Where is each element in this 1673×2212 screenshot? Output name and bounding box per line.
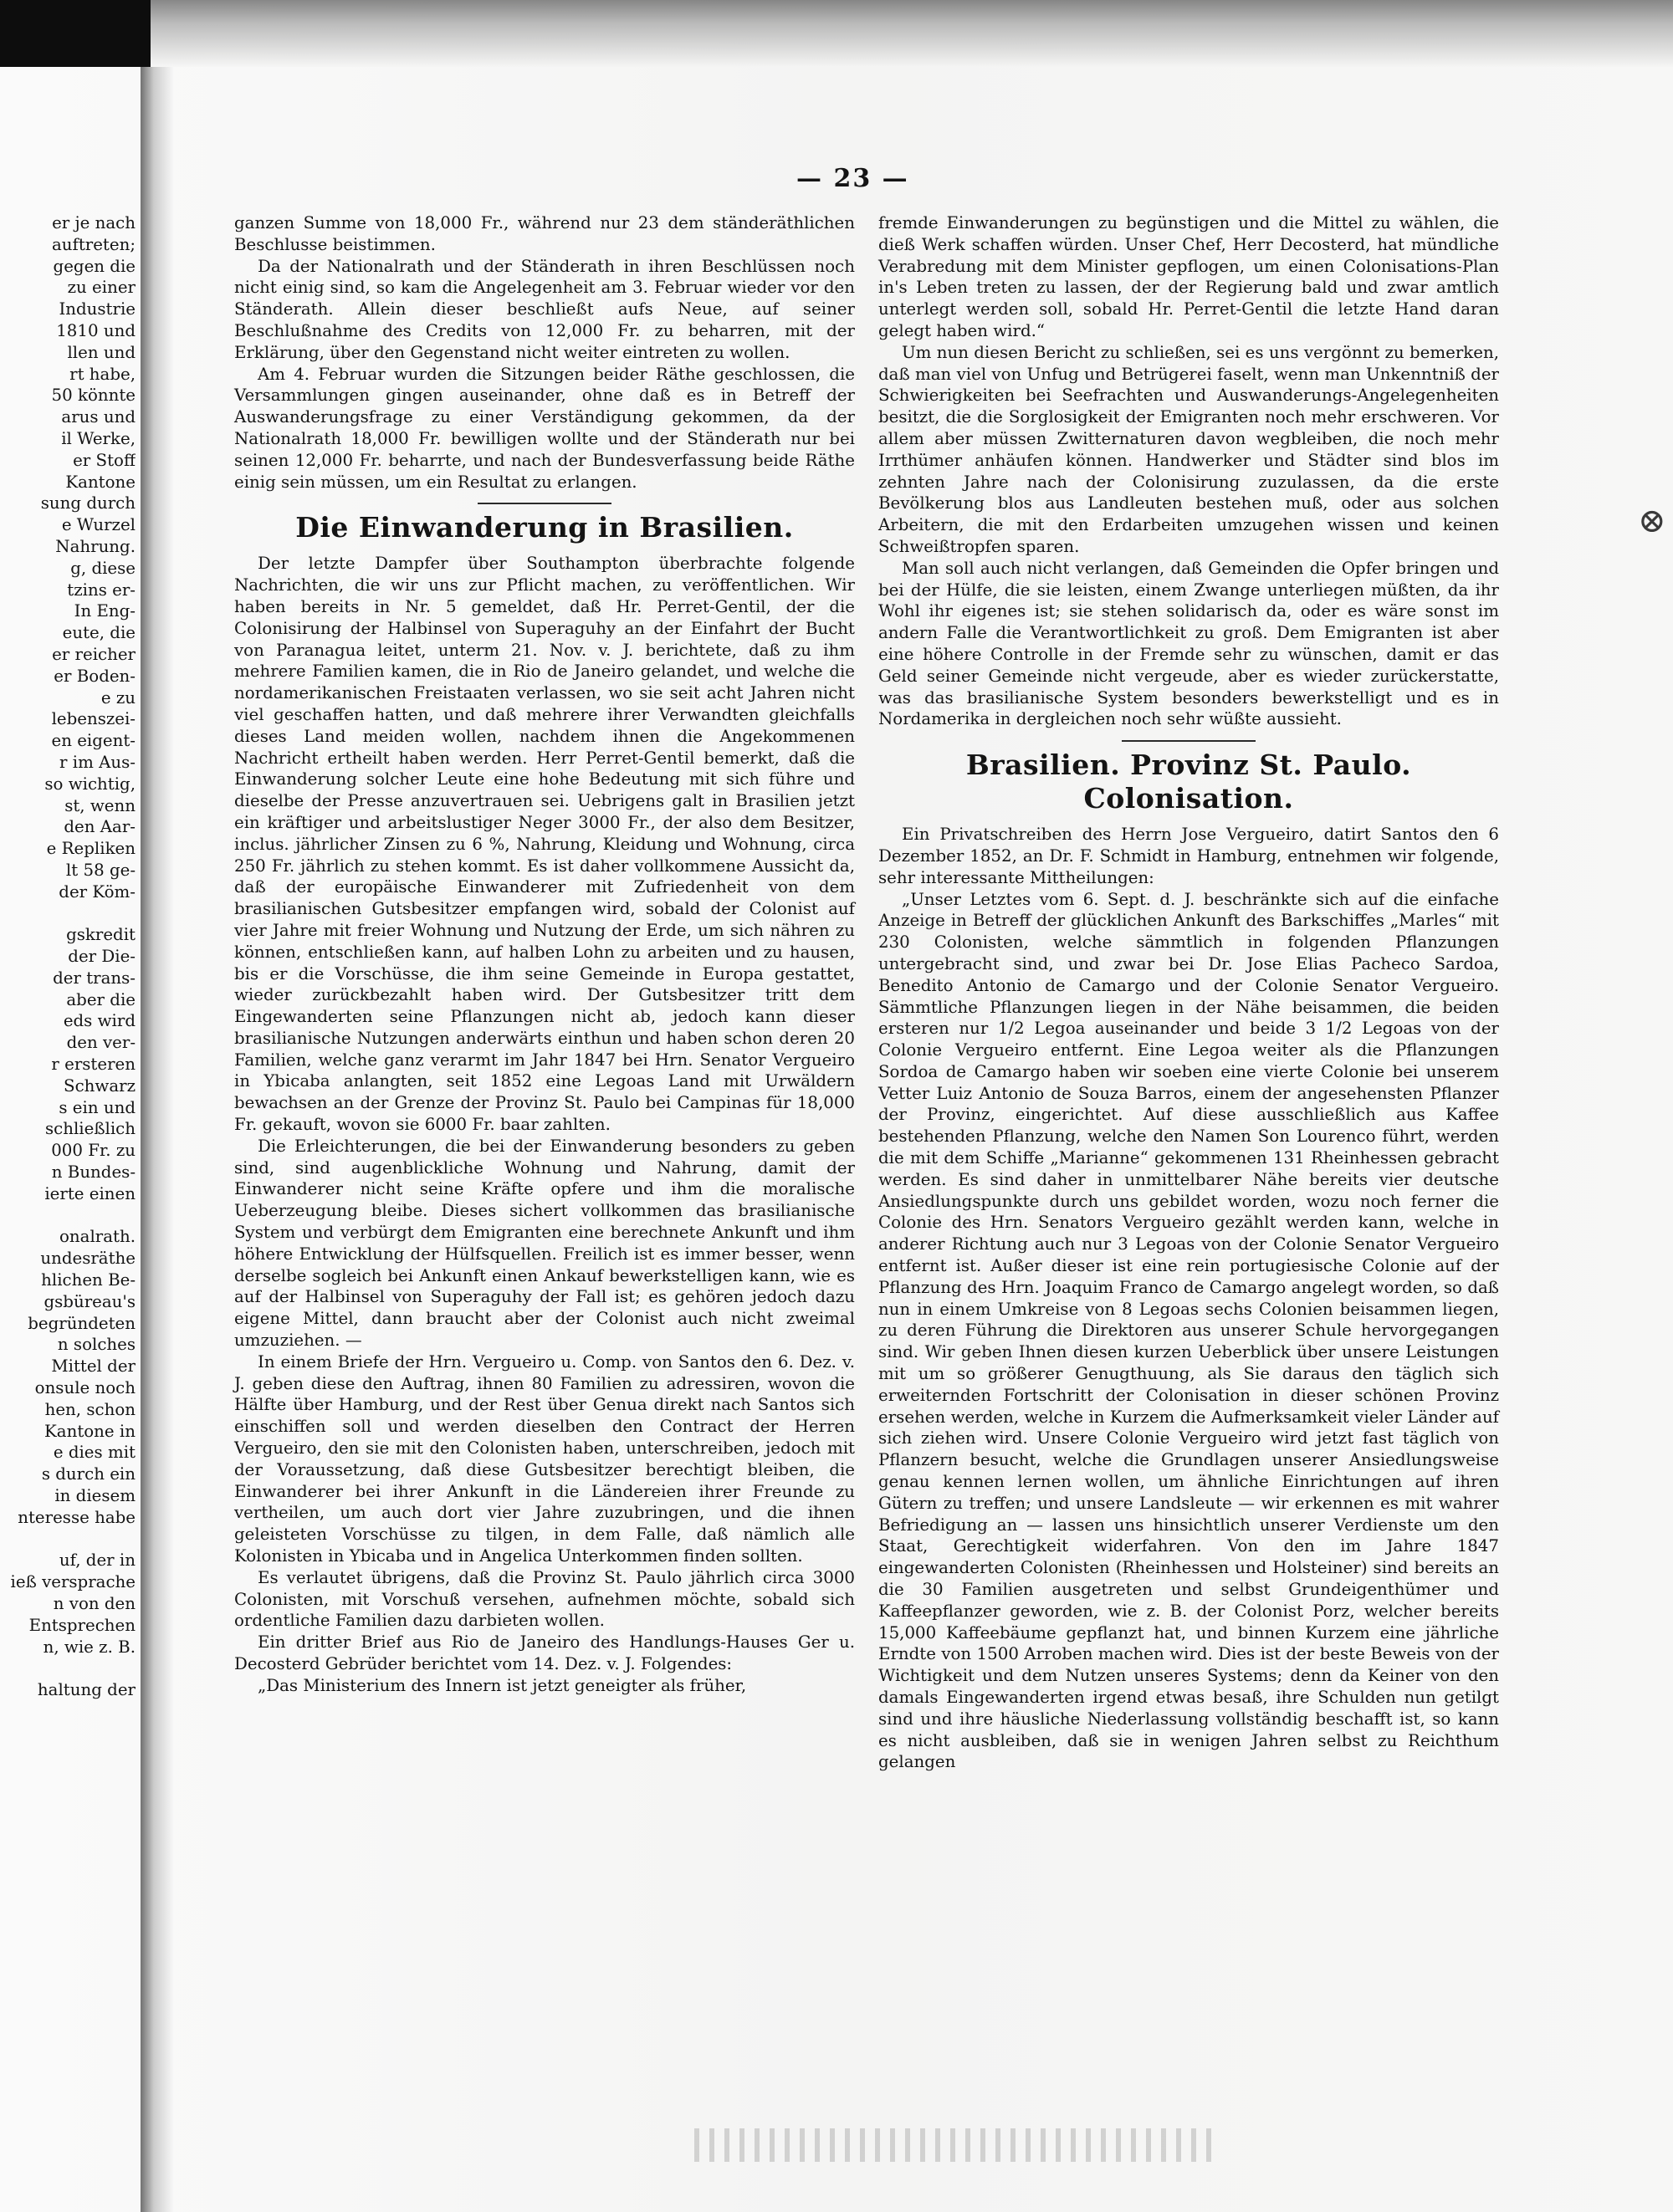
- scan-border-dark: [0, 0, 151, 67]
- paragraph: Ein Privatschreiben des Herrn Jose Vergueiro, datirt Santos den 6 Dezember 1852, an Dr. F. Schmidt in Hamburg, entnehmen wir folgende, sehr interessante Mittheilungen:: [878, 825, 1499, 887]
- fragment-line: eds wird: [63, 1011, 136, 1031]
- fragment-line: Mittel der: [51, 1356, 136, 1377]
- paragraph: Der letzte Dampfer über Southampton überbrachte folgende Nachrichten, die wir uns zur Pflicht machen, zu veröffentlichen. Wir haben bereits in Nr. 5 gemeldet, daß Hr. Perret-Gentil, der die Colonisirung der Halbinsel von Superaguhy an der Einfahrt der Bucht von Paranagua leitet, unterm 21. Nov. v. J. berichtete, daß zu ihm mehrere Familien kamen, die in Rio de Janeiro gelandet, und welche die nordamerikanischen Freistaaten verlassen, wo sie seit acht Jahren nicht viel geschaffen hatten, und daß mehrere ihrer Verwandten gleichfalls dieses Land meiden wollen, nachdem ihnen die Angekommenen Nachricht ertheilt haben werden. Herr Perret-Gentil bemerkt, daß die Einwanderung solcher Leute eine hohe Bedeutung mit sich führe und dieselbe der Presse anzuvertrauen sei. Uebrigens galt in Brasilien jetzt ein kräftiger und arbeitslustiger Neger 3000 Fr., der also dem Besitzer, inclus. jährlicher Zinsen zu 6 %, Nahrung, Kleidung und Wohnung, circa 250 Fr. jährlich zu stehen kommt. Es ist daher vollkommene Aussicht da, daß der europäische Einwanderer mit Zufriedenheit von dem brasilianischen Gutsbesitzer empfangen wird, sobald der Colonist auf vier Jahre mit freier Wohnung und Nutzung der Erde, um sich nähren zu können, entschließen kann, auf halben Lohn zu arbeiten und zu hausen, bis er die Vorschüsse, die ihm seine Gemeinde in Europa gestattet, wieder zurückbezahlt haben wird. Der Gutsbesitzer tritt dem Eingewanderten seine Pflanzungen nicht ab, jedoch kann dieser brasilianische Nutzungen anderwärts einthun und haben schon deren 20 Familien, welche ganz verarmt im Jahr 1847 bei Hrn. Senator Vergueiro in Ybicaba anlangten, seit 1852 eine Legoas Land mit Urwäldern bewachsen an der Grenze der Provinz St. Paulo bei Campinas für 18,000 Fr. gekauft, wovon sie 6000 Fr. baar zahlten.: [234, 554, 855, 1135]
- fragment-line: g, diese: [70, 558, 136, 578]
- fragment-line: n, wie z. B.: [43, 1637, 136, 1657]
- fragment-line: undesräthe: [40, 1249, 136, 1269]
- fragment-line: aber die: [66, 989, 136, 1009]
- paragraph: fremde Einwanderungen zu begünstigen und die Mittel zu wählen, die dieß Werk schaffen würden. Unser Chef, Herr Decosterd, hat mündliche Verabredung mit dem Minister gepflogen, um einen Colonisations-Plan in's Leben treten zu lassen, der der Regierung bald und zwar amtlich unterlegt werden soll, sobald Hr. Perret-Gentil die letzte Hand daran gelegt haben wird.“: [878, 213, 1499, 340]
- article-heading: Brasilien. Provinz St. Paulo. Colonisation.: [965, 748, 1412, 815]
- article-column-2: [878, 212, 1499, 1773]
- fragment-line: Nahrung.: [55, 536, 136, 556]
- paragraph: Es verlautet übrigens, daß die Provinz St. Paulo jährlich circa 3000 Colonisten, mit Vorschuß versehen, aufnehmen möchte, sobald sich ordentliche Familien dazu darbieten wollen.: [234, 1567, 855, 1631]
- fragment-line: ierte einen: [44, 1183, 136, 1203]
- fragment-line: s ein und: [59, 1097, 136, 1117]
- fragment-line: [0, 903, 136, 925]
- fragment-line: n Bundes-: [51, 1162, 136, 1183]
- fragment-line: [0, 1658, 136, 1679]
- fragment-line: lt 58 ge-: [65, 860, 136, 880]
- paragraph: Ein dritter Brief aus Rio de Janeiro des Handlungs-Hauses Ger u. Decosterd Gebrüder berichtet vom 14. Dez. v. J. Folgendes:: [234, 1632, 855, 1673]
- fragment-line: der trans-: [53, 968, 136, 988]
- fragment-line: ieß versprache: [10, 1572, 136, 1592]
- section-divider: [1122, 740, 1256, 742]
- fragment-line: 1810 und: [56, 320, 136, 340]
- fragment-line: e Wurzel: [61, 515, 136, 535]
- fragment-line: eute, die: [62, 623, 136, 643]
- fragment-line: begründeten: [28, 1313, 136, 1333]
- paragraph: Die Erleichterungen, die bei der Einwanderung besonders zu geben sind, sind augenblickliche Wohnung und Nahrung, damit der Einwanderer nicht seine Kräfte opfere und ihm die moralische Ueberzeugung bleibe. Dieses sichert vollkommen das brasilianische System und verbürgt dem Emigranten eine berechnete Ankunft und ihm höhere Entwicklung der Hülfsquellen. Freilich ist es immer besser, wenn derselbe sogleich bei Ankunft einen Ankauf bewerkstelligen kann, wie es auf der Halbinsel von Superaguhy der Fall ist; es gehören jedoch dazu eigene Mittel, dann braucht aber der Colonist auch nicht zweimal umzuziehen. —: [234, 1136, 855, 1351]
- fragment-line: In Eng-: [74, 601, 136, 621]
- paragraph: „Das Ministerium des Innern ist jetzt geneigter als früher,: [258, 1675, 747, 1695]
- fragment-line: Industrie: [59, 299, 136, 319]
- fragment-line: tzins er-: [67, 580, 136, 600]
- scan-artifact: [694, 2128, 1213, 2162]
- paragraph: Da der Nationalrath und der Ständerath in ihren Beschlüssen noch nicht einig sind, so kam die Angelegenheit am 3. Februar wieder vor den Ständerath. Allein dieser beschließt aufs Neue, auf seiner Beschlußnahme des Credits von 12,000 Fr. zu beharren, mit der Erklärung, über den Gegenstand nicht weiter eintreten zu wollen.: [234, 256, 855, 362]
- scan-border: [0, 0, 1673, 67]
- fragment-line: onsule noch: [34, 1378, 136, 1398]
- fragment-line: hen, schon: [44, 1399, 136, 1419]
- fragment-line: e zu: [100, 687, 136, 708]
- paragraph: „Unser Letztes vom 6. Sept. d. J. beschränkte sich auf die einfache Anzeige in Betreff der glücklichen Ankunft des Barkschiffes „Marles“ mit 230 Colonisten, welche sämmtlich in folgenden Pflanzungen untergebracht sind, und zwar bei Dr. Jose Elias Pacheco Sardoa, Benedito Antonio de Camargo und der Colonie Senator Vergueiro. Sämmtliche Pflanzungen liegen in der Nähe beisammen, die beiden ersteren nur 1/2 Legoa auseinander und beide 3 1/2 Legoas von der Colonie Vergueiro entfernt. Eine Legoa weiter als die Pflanzungen Sordoa de Camargo haben wir soeben eine vierte Colonie bei unserem Vetter Luiz Antonio de Souza Barros, einem der angesehensten Pflanzer der Provinz, eingerichtet. Auf diese ausschließlich aus Kaffee bestehenden Pflanzung, welche den Namen Son Lourenco führt, werden die mit dem Schiffe „Marianne“ gekommenen 131 Rheinhessen gebracht werden. Es sind daher in unmittelbarer Nähe bereits vier deutsche Ansiedlungspunkte durch uns gebildet worden, wozu noch ferner die Colonie des Hrn. Senators Vergueiro gezählt werden kann, welche in anderer Richtung auch nur 3 Legoas von der Colonie Senator Vergueiro entfernt ist. Außer dieser ist eine rein portugiesische Colonie auf der Pflanzung des Hrn. Joaquim Franco de Camargo angelegt worden, so daß nun in einem Umkreise von 8 Legoas sechs Colonien beisammen liegen, zu deren Führung die Direktoren aus unserer Schule hervorgegangen sind. Wir geben Ihnen diesen kurzen Ueberblick über unsere Leistungen mit um so größerer Genugthuung, als Sie daraus den täglich sich erweiternden Fortschritt der Colonisation in dieser schönen Provinz ersehen werden, welche in Kurzem die Aufmerksamkeit vieler Länder auf sich ziehen wird. Unsere Colonie Vergueiro wird jetzt fast täglich von Pflanzern besucht, welche die Grundlagen unserer Ansiedlungsweise genau kennen lernen wollen, um ähnliche Einrichtungen auf ihren Gütern zu treffen; und unsere Landsleute — wir erkennen es mit wahrer Befriedigung an — lassen uns hinsichtlich unserer Verdienste um den Staat, Gerechtigkeit widerfahren. Von den im Jahre 1847 eingewanderten Colonisten (Rheinhessen und Holsteiner) sind bereits an die 30 Familien ausgetreten und selbst Grundeigenthümer und Kaffeepflanzer geworden, wie z. B. der Colonist Porz, welcher bereits 15,000 Kaffeebäume gepflanzt hat, und binnen Kurzem eine jährliche Erndte von 1500 Arroben machen wird. Dies ist der beste Beweis von der Wichtigkeit und dem Nutzen unseres Systems; denn da Keiner von den damals Eingewanderten irgend etwas besaß, ihre Schulden nun getilgt sind und ihre häusliche Niederlassung vollständig beschafft ist, so kann es nicht ausbleiben, daß sie in wenigen Jahren selbst zu Reichthum gelangen: [878, 889, 1499, 1772]
- fragment-line: so wichtig,: [44, 774, 136, 794]
- fragment-line: st, wenn: [64, 795, 136, 815]
- fragment-line: schließlich: [44, 1119, 136, 1139]
- fragment-line: r ersteren: [51, 1055, 136, 1075]
- fragment-line: s durch ein: [41, 1464, 136, 1484]
- fragment-line: der Köm-: [59, 881, 136, 902]
- fragment-line: den Aar-: [64, 817, 136, 837]
- fragment-line: Kantone: [65, 472, 136, 492]
- gutter-shadow: [141, 67, 174, 2212]
- fragment-line: zu einer: [67, 278, 136, 298]
- fragment-line: rt habe,: [69, 364, 136, 384]
- fragment-line: 000 Fr. zu: [51, 1141, 136, 1161]
- fragment-line: haltung der: [37, 1680, 136, 1700]
- fragment-line: r im Aus-: [59, 752, 136, 772]
- fragment-line: er reicher: [52, 644, 136, 664]
- fragment-line: n von den: [53, 1594, 136, 1613]
- fragment-line: en eigent-: [51, 731, 136, 751]
- page-number: — 23 —: [796, 164, 909, 193]
- fragment-line: hlichen Be-: [41, 1270, 136, 1290]
- fragment-line: il Werke,: [61, 428, 136, 448]
- fragment-line: nteresse habe: [18, 1507, 136, 1527]
- paragraph: In einem Briefe der Hrn. Vergueiro u. Comp. von Santos den 6. Dez. v. J. geben diese den Auftrag, ihnen 80 Familien zu adressiren, wovon die Hälfte über Hamburg, und der Rest über Genua direkt nach Santos sich einschiffen soll und werden dieselben den Contract der Herren Vergueiro, den sie mit den Colonisten haben, unterschreiben, jedoch mit der Voraussetzung, daß diese Gutsbesitzer berechtigt bleiben, die Einwanderer bei ihrer Ankunft in die Ländereien ihrer Freunde zu vertheilen, um auch dort vier Jahre zuzubringen, und die ihnen geleisteten Vorschüsse zu tilgen, in dem Falle, daß nämlich alle Kolonisten in Ybicaba und in Angelica Unterkommen finden sollten.: [234, 1351, 855, 1566]
- fragment-line: [0, 1205, 136, 1227]
- fragment-line: e Repliken: [46, 839, 136, 859]
- margin-mark: ⊗: [1638, 502, 1666, 540]
- fragment-line: e dies mit: [53, 1443, 136, 1463]
- paragraph: Man soll auch nicht verlangen, daß Gemeinden die Opfer bringen und bei der Hülfe, die sie leisten, einem Zwange unterliegen müßten, da ihr Wohl ihr eigenes ist; sie stehen solidarisch da, oder es wäre sonst im andern Falle die Verantwortlichkeit zu groß. Dem Emigranten ist aber eine höhere Controlle in der Fremde sehr zu wünschen, damit er das Geld seiner Gemeinde nicht vergeude, aber es wieder zurückerstatte, was das brasilianische System besonders bewerkstelligt und es in Nordamerika in dergleichen noch sehr wüßte aussieht.: [878, 558, 1499, 729]
- fragment-line: auftreten;: [51, 234, 136, 254]
- fragment-line: er Boden-: [54, 666, 136, 686]
- fragment-line: onalrath.: [59, 1227, 136, 1247]
- fragment-line: uf, der in: [59, 1550, 136, 1571]
- fragment-line: er Stoff: [73, 450, 136, 470]
- left-page-fragment: [0, 212, 136, 1701]
- fragment-line: gegen die: [53, 256, 136, 276]
- fragment-line: Kantone in: [44, 1421, 136, 1441]
- fragment-line: lebenszei-: [51, 709, 136, 729]
- fragment-line: [0, 1529, 136, 1550]
- fragment-line: llen und: [67, 342, 136, 362]
- fragment-line: arus und: [61, 407, 136, 427]
- fragment-line: Entsprechen: [28, 1615, 136, 1635]
- paragraph: Am 4. Februar wurden die Sitzungen beider Räthe geschlossen, die Versammlungen gingen auseinander, ohne daß es in Betreff der Auswanderungsfrage zu einer Verständigung gekommen, da der Nationalrath 18,000 Fr. bewilligen wollte und der Ständerath nur bei seinen 12,000 Fr. beharrte, und nach der Bundesverfassung beide Räthe einig sein müssen, um ein Resultat zu erlangen.: [234, 364, 855, 492]
- fragment-line: gskredit: [66, 925, 136, 945]
- fragment-line: der Die-: [68, 947, 136, 967]
- paragraph: Um nun diesen Bericht zu schließen, sei es uns vergönnt zu bemerken, daß man viel von Unfug und Betrügerei faselt, wenn man Unkenntniß der Schwierigkeiten bei Seefrachten und Auswanderungs-Angelegenheiten besitzt, die die Sorglosigkeit der Emigranten noch mehr erschweren. Vor allem aber müssen Zwitternaturen davon wegbleiben, die noch mehr Irrthümer anhäufen können. Handwerker und Städter sind blos im zehnten Jahre nach der Colonisirung zuzulassen, da die erste Bevölkerung blos aus Landleuten bestehen muß, oder aus solchen Arbeitern, die mit den Erdarbeiten umzugehen wissen und keinen Schweißtropfen sparen.: [878, 342, 1499, 556]
- fragment-line: n solches: [57, 1335, 136, 1355]
- section-divider: [478, 503, 611, 504]
- scan-border-fade: [151, 0, 1673, 67]
- fragment-line: Schwarz: [64, 1075, 136, 1096]
- article-heading: Die Einwanderung in Brasilien.: [295, 511, 794, 544]
- fragment-line: sung durch: [40, 493, 136, 513]
- fragment-line: den ver-: [66, 1033, 136, 1053]
- paragraph: ganzen Summe von 18,000 Fr., während nur 23 dem ständeräthlichen Beschlusse beistimmen.: [234, 213, 855, 254]
- fragment-line: gsbüreau's: [43, 1291, 136, 1311]
- fragment-line: er je nach: [52, 213, 136, 232]
- fragment-line: in diesem: [54, 1486, 136, 1506]
- article-column-1: [234, 212, 855, 1697]
- fragment-line: 50 könnte: [51, 386, 136, 406]
